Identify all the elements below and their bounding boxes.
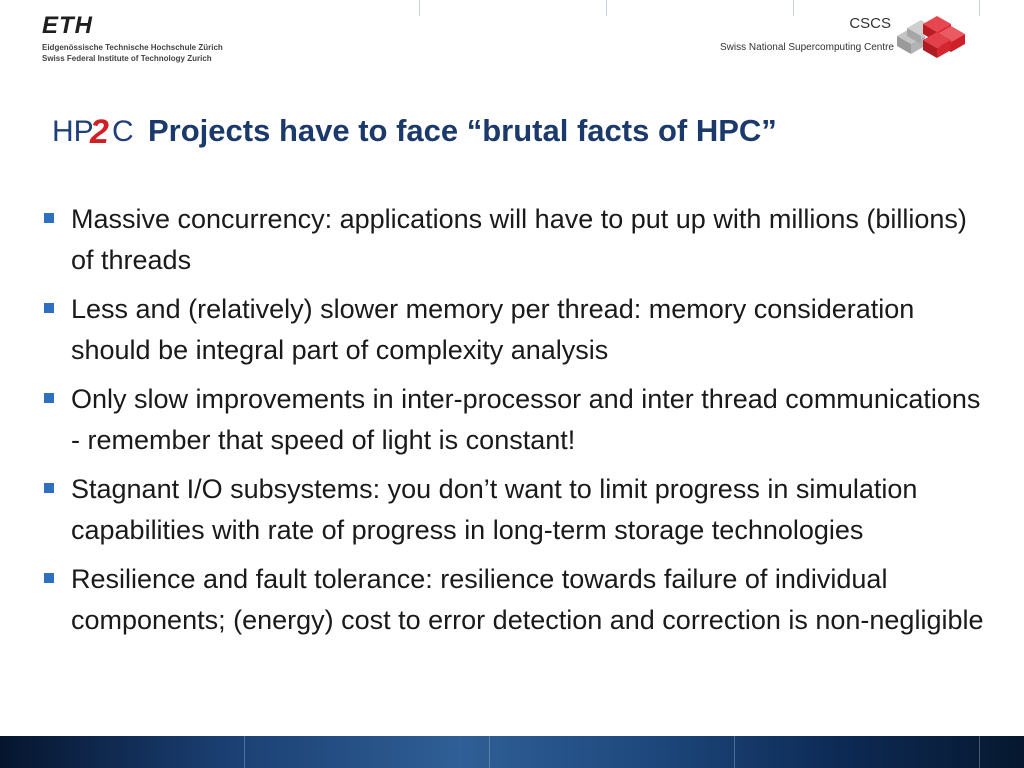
cscs-full-name: Swiss National Supercomputing Centre bbox=[720, 42, 894, 53]
cscs-cubes-icon bbox=[893, 10, 965, 60]
eth-name-german: Eidgenössische Technische Hochschule Zürich bbox=[42, 43, 223, 52]
bullet-text: Resilience and fault tolerance: resilience towards failure of individual components; (energy) cost to error detection and correction is non-negligible bbox=[71, 564, 984, 635]
bullet-text: Only slow improvements in inter-processor and inter thread communications - remember that speed of light is constant! bbox=[71, 384, 981, 455]
bullet-text: Less and (relatively) slower memory per thread: memory consideration should be integral part of complexity analysis bbox=[71, 294, 915, 365]
eth-logo bbox=[42, 14, 242, 66]
bullet-marker-icon bbox=[44, 573, 54, 583]
bullet-list bbox=[44, 199, 984, 649]
footer-divider bbox=[734, 736, 735, 768]
cscs-acronym: CSCS bbox=[849, 15, 891, 32]
bullet-marker-icon bbox=[44, 303, 54, 313]
svg-text:C: C bbox=[112, 115, 134, 148]
bullet-item bbox=[44, 199, 984, 281]
bullet-item bbox=[44, 559, 984, 641]
top-divider bbox=[606, 0, 607, 16]
top-divider bbox=[419, 0, 420, 16]
top-divider bbox=[793, 0, 794, 16]
bullet-marker-icon bbox=[44, 483, 54, 493]
eth-wordmark: ETH bbox=[42, 12, 93, 39]
bullet-item bbox=[44, 469, 984, 551]
eth-name-english: Swiss Federal Institute of Technology Zurich bbox=[42, 54, 212, 63]
bullet-marker-icon bbox=[44, 213, 54, 223]
bullet-text: Massive concurrency: applications will have to put up with millions (billions) of threads bbox=[71, 204, 967, 275]
bullet-item bbox=[44, 289, 984, 371]
slide-title: Projects have to face “brutal facts of HPC” bbox=[148, 113, 777, 148]
bullet-item bbox=[44, 379, 984, 461]
footer-divider bbox=[979, 736, 980, 768]
bullet-marker-icon bbox=[44, 393, 54, 403]
bullet-text: Stagnant I/O subsystems: you don’t want to limit progress in simulation capabilities with rate of progress in long-term storage technologies bbox=[71, 474, 918, 545]
footer-divider bbox=[489, 736, 490, 768]
footer-band bbox=[0, 736, 1024, 768]
svg-text:2: 2 bbox=[90, 113, 109, 150]
hp2c-logo bbox=[52, 110, 138, 150]
footer-divider bbox=[244, 736, 245, 768]
svg-text:HP: HP bbox=[52, 115, 94, 148]
top-divider bbox=[979, 0, 980, 16]
